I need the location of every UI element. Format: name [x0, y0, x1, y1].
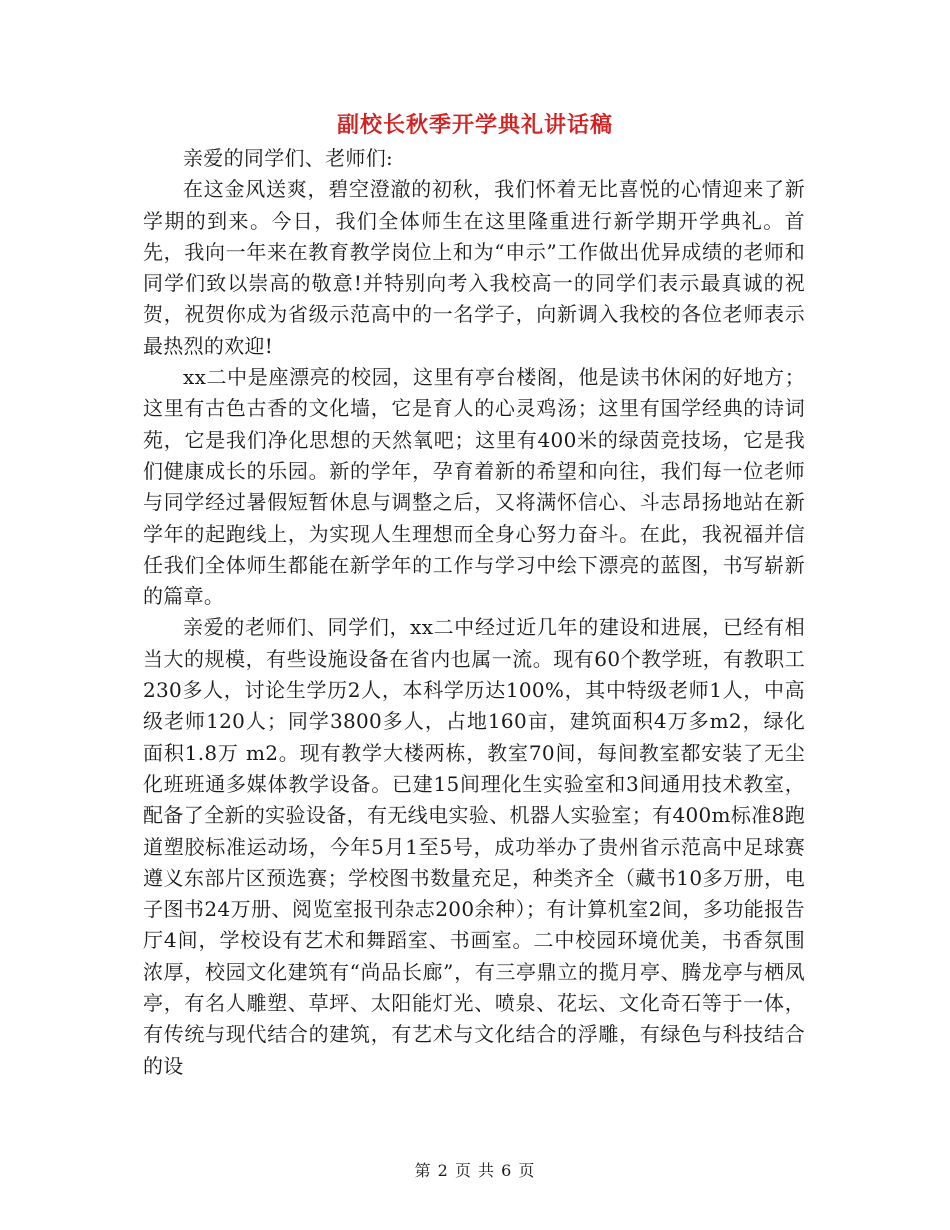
document-title: 副校长秋季开学典礼讲话稿 — [336, 113, 613, 138]
document-body — [143, 143, 805, 1082]
salutation: 亲爱的同学们、老师们: — [183, 146, 394, 170]
paragraph-facilities: 亲爱的老师们、同学们，xx二中经过近几年的建设和进展，已经有相当大的规模，有些设施设备在省内也属一流。现有60个教学班，有教职工230多人，讨论生学历2人，本科学历达100%，其中特级老师1人，中高级老师120人；同学3800多人，占地160亩，建筑面积4万多m2，绿化面积1.8万 m2。现有教学大楼两栋，教室70间，每间教室都安装了无尘化班班通多媒体教学设备。已建15间理化生实验室和3间通用技术教室，配备了全新的实验设备，有无线电实验、机器人实验室；有400m标准8跑道塑胶标准运动场，今年5月1至5号，成功举办了贵州省示范高中足球赛遵义东部片区预选赛；学校图书数量充足，种类齐全（藏书10多万册，电子图书24万册、阅览室报刊杂志200余种）；有计算机室2间，多功能报告厅4间，学校设有艺术和舞蹈室、书画室。二中校园环境优美，书香氛围浓厚，校园文化建筑有“尚品长廊”，有三亭鼎立的揽月亭、腾龙亭与栖凤亭，有名人雕塑、草坪、太阳能灯光、喷泉、花坛、文化奇石等于一体，有传统与现代结合的建筑，有艺术与文化结合的浮雕，有绿色与科技结合的设 — [143, 615, 805, 1078]
page-number-footer: 第 2 页 共 6 页 — [414, 1161, 536, 1180]
paragraph-opening: 在这金风送爽，碧空澄澈的初秋，我们怀着无比喜悦的心情迎来了新学期的到来。今日，我们全体师生在这里隆重进行新学期开学典礼。首先，我向一年来在教育教学岗位上和为“申示”工作做出优异成绩的老师和同学们致以崇高的敬意!并特别向考入我校高一的同学们表示最真诚的祝贺，祝贺你成为省级示范高中的一名学子，向新调入我校的各位老师表示最热烈的欢迎! — [143, 177, 805, 358]
paragraph-campus: xx二中是座漂亮的校园，这里有亭台楼阁，他是读书休闲的好地方；这里有古色古香的文化墙，它是育人的心灵鸡汤；这里有国学经典的诗词苑，它是我们净化思想的天然氧吧；这里有400米的绿茵竞技场，它是我们健康成长的乐园。新的学年，孕育着新的希望和向往，我们每一位老师与同学经过暑假短暂休息与调整之后，又将满怀信心、斗志昂扬地站在新学年的起跑线上，为实现人生理想而全身心努力奋斗。在此，我祝福并信任我们全体师生都能在新学年的工作与学习中绘下漂亮的蓝图，书写崭新的篇章。 — [143, 365, 805, 609]
